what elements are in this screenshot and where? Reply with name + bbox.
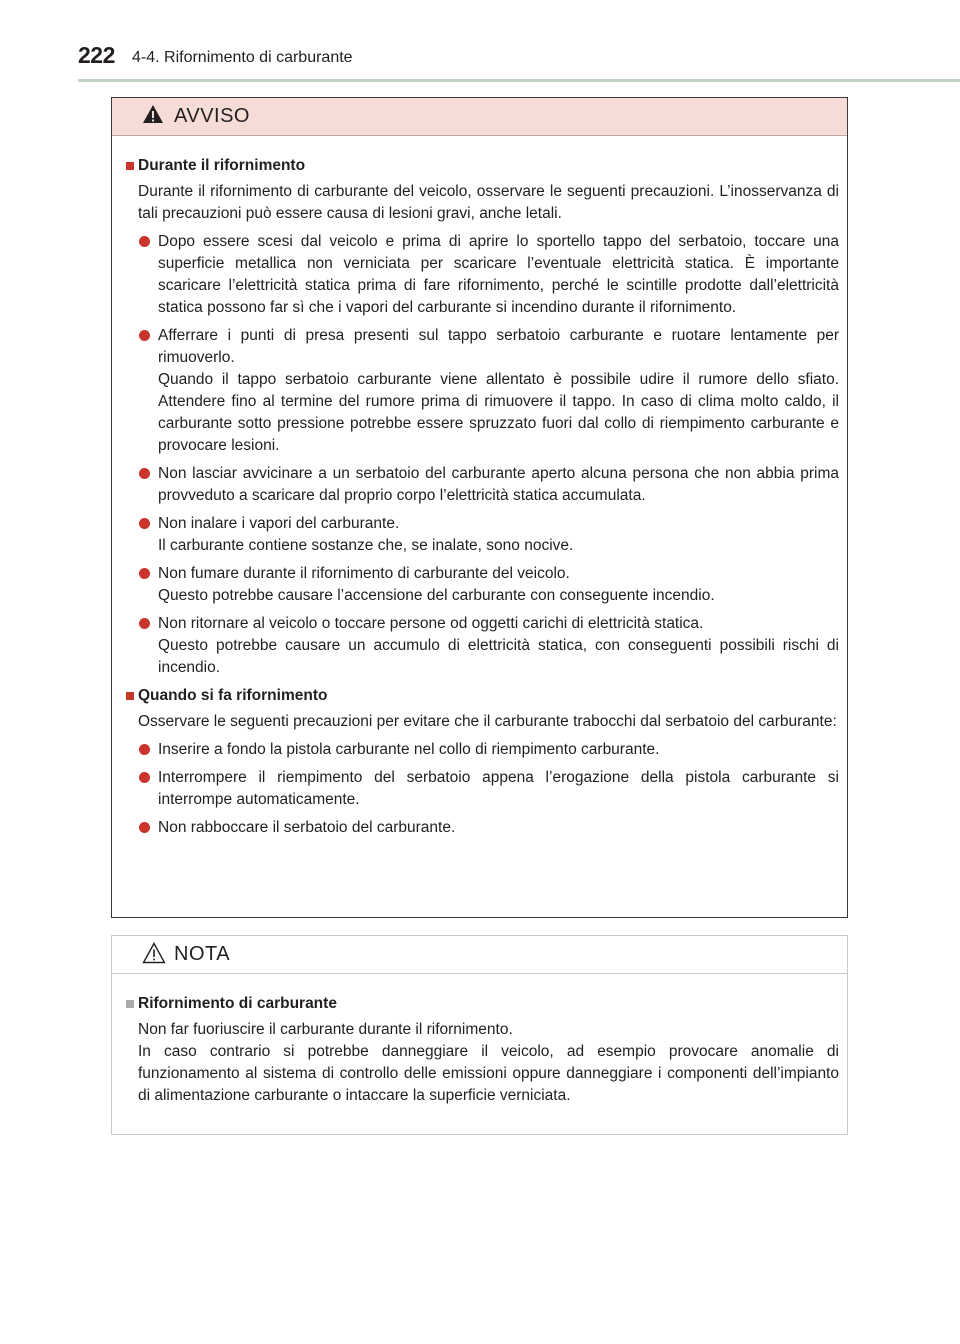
square-bullet-icon: [126, 1000, 134, 1008]
bullet-dot-icon: [139, 744, 150, 755]
nota-content: [126, 993, 839, 1113]
nota-box: [111, 935, 848, 1135]
square-bullet-icon: [126, 162, 134, 170]
avviso-box: [111, 97, 848, 918]
nota-title: NOTA: [174, 943, 231, 965]
nota-text: Non far fuoriuscire il carburante durante il rifornimento. In caso contrario si potrebbe danneggiare il veicolo, ad esempio provocare anomalie di funzionamento al sistema di controllo delle emissioni oppure danneggiare i componenti dell’impianto di alimentazione carburante o intaccare la superficie verniciata.: [138, 1021, 839, 1104]
page-number: 222: [78, 42, 115, 68]
bullet-dot-icon: [139, 772, 150, 783]
bullet-dot-icon: [139, 518, 150, 529]
bullet-dot-icon: [139, 618, 150, 629]
list-item: Non ritornare al veicolo o toccare persone od oggetti carichi di elettricità statica. Questo potrebbe causare un accumulo di elettricità statica, con conseguenti possibili rischi di incendio.: [126, 613, 839, 679]
list-item: Afferrare i punti di presa presenti sul tappo serbatoio carburante e ruotare lentamente per rimuoverlo. Quando il tappo serbatoio carburante viene allentato è possibile udire il rumore dello sfiato. Attendere fino al termine del rumore prima di rimuovere il tappo. In caso di clima molto caldo, il carburante sotto pressione potrebbe essere spruzzato fuori dal collo di riempimento carburante e provocare lesioni.: [126, 325, 839, 457]
avviso-header: [112, 98, 847, 136]
bullet-dot-icon: [139, 468, 150, 479]
list-item: Dopo essere scesi dal veicolo e prima di aprire lo sportello tappo del serbatoio, toccare una superficie metallica non verniciata per scaricare l’eventuale elettricità statica. È importante scaricare l’elettricità statica prima di fare rifornimento, perché le scintille prodotte dall’elettricità statica possono far sì che i vapori del carburante si incendino durante il rifornimento.: [126, 231, 839, 319]
bullet-dot-icon: [139, 822, 150, 833]
section-heading: Rifornimento di carburante: [126, 993, 839, 1015]
avviso-content: [126, 155, 839, 845]
section-heading: Durante il rifornimento: [126, 155, 839, 177]
square-bullet-icon: [126, 692, 134, 700]
section-title: 4-4. Rifornimento di carburante: [132, 49, 353, 66]
warning-triangle-icon: [142, 104, 164, 129]
section-intro: Durante il rifornimento di carburante del veicolo, osservare le seguenti precauzioni. L’inosservanza di tali precauzioni può essere causa di lesioni gravi, anche letali.: [138, 183, 839, 222]
list-item: Non inalare i vapori del carburante. Il carburante contiene sostanze che, se inalate, sono nocive.: [126, 513, 839, 557]
list-item: Non rabboccare il serbatoio del carburante.: [126, 817, 839, 839]
caution-triangle-icon: [142, 942, 166, 969]
bullet-dot-icon: [139, 568, 150, 579]
nota-header: [112, 936, 847, 974]
list-item: Interrompere il riempimento del serbatoio appena l’erogazione della pistola carburante si interrompe automaticamente.: [126, 767, 839, 811]
bullet-dot-icon: [139, 236, 150, 247]
list-item: Inserire a fondo la pistola carburante nel collo di riempimento carburante.: [126, 739, 839, 761]
list-item: Non lasciar avvicinare a un serbatoio del carburante aperto alcuna persona che non abbia prima provveduto a scaricare dal proprio corpo l’elettricità statica accumulata.: [126, 463, 839, 507]
avviso-title: AVVISO: [174, 105, 250, 127]
bullet-dot-icon: [139, 330, 150, 341]
list-item: Non fumare durante il rifornimento di carburante del veicolo. Questo potrebbe causare l’accensione del carburante con conseguente incendio.: [126, 563, 839, 607]
page-header: [0, 0, 960, 82]
section-heading: Quando si fa rifornimento: [126, 685, 839, 707]
section-intro: Osservare le seguenti precauzioni per evitare che il carburante trabocchi dal serbatoio del carburante:: [138, 713, 837, 730]
header-rule: [78, 79, 960, 82]
